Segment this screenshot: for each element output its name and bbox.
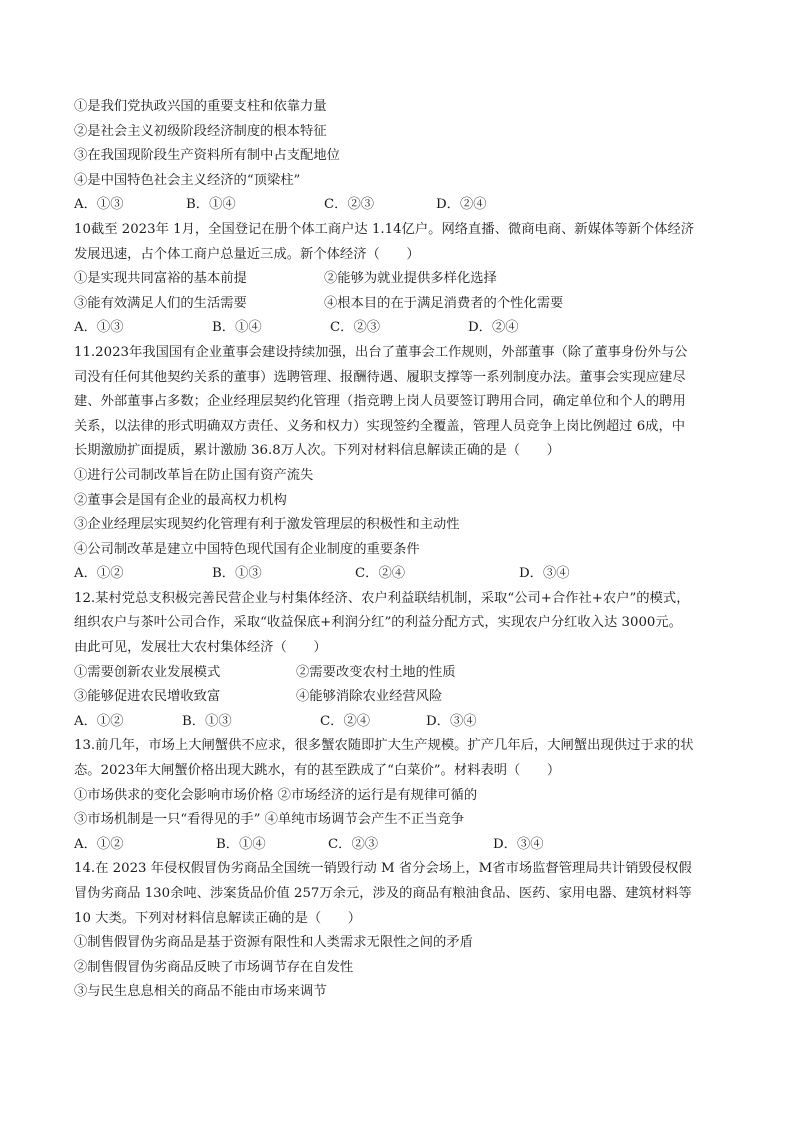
q10-item-1: ①是实现共同富裕的基本前提 — [74, 271, 247, 287]
q9-option-a: A．①③ — [74, 197, 124, 213]
q11-options — [74, 562, 724, 587]
q13-item-line-1: ①市场供求的变化会影响市场价格 ②市场经济的运行是有规律可循的 — [74, 787, 478, 803]
q14-item-2: ②制售假冒伪劣商品反映了市场调节存在自发性 — [74, 959, 354, 975]
q10-option-a: A．①③ — [74, 320, 124, 336]
q12-stem-line-1: 12.某村党总支积极完善民营企业与村集体经济、农户利益联结机制，采取“公司+合作社+农户”的模式， — [74, 590, 690, 606]
q13-option-c: C．②③ — [328, 836, 379, 852]
q11-item-2: ②董事会是国有企业的最高权力机构 — [74, 492, 287, 508]
q10-stem-line-1: 10截至 2023年 1月，全国登记在册个体工商户达 1.14亿户。网络直播、微商电商、新媒体等新个体经济 — [74, 221, 695, 237]
q10-options — [74, 316, 724, 341]
q9-item-1: ①是我们党执政兴国的重要支柱和依靠力量 — [74, 99, 327, 114]
q14-stem-line-1: 14.在 2023 年侵权假冒伪劣商品全国统一销毁行动 M 省分会场上，M省市场监督管理局共计销毁侵权假 — [74, 861, 692, 877]
q9-item-3: ③在我国现阶段生产资料所有制中占支配地位 — [74, 148, 340, 164]
q11-option-d: D．③④ — [519, 566, 570, 582]
q10-option-c: C．②③ — [330, 320, 381, 336]
q11-option-c: C．②④ — [355, 566, 406, 582]
exam-page — [74, 95, 724, 1005]
q9-item-2: ②是社会主义初级阶段经济制度的根本特征 — [74, 123, 327, 139]
q14-stem-line-2: 冒伪劣商品 130余吨、涉案货品价值 257万余元，涉及的商品有粮油食品、医药、家用电器、建筑材料等 — [74, 886, 692, 901]
q11-item-4: ④公司制改革是建立中国特色现代国有企业制度的重要条件 — [74, 541, 420, 557]
q12-option-a: A．①② — [74, 713, 124, 729]
q10-stem-line-2: 发展迅速，占个体工商户总量近三成。新个体经济（ ） — [74, 246, 420, 262]
q10-item-3: ③能有效满足人们的生活需要 — [74, 295, 247, 311]
q9-item-4: ④是中国特色社会主义经济的“顶梁柱” — [74, 172, 301, 188]
q13-option-d: D．③④ — [493, 836, 544, 852]
q10-item-2: ②能够为就业提供多样化选择 — [324, 271, 497, 287]
q12-item-2: ②需要改变农村土地的性质 — [296, 664, 456, 680]
q11-stem-line-2: 司没有任何其他契约关系的董事）选聘管理、报酬待遇、履职支撑等一系列制度办法。董事会实现应建尽 — [74, 369, 686, 385]
q12-items-row-2 — [74, 685, 724, 710]
q13-item-line-2: ③市场机制是一只“看得见的手” ④单纯市场调节会产生不正当竞争 — [74, 812, 465, 828]
q13-stem-line-2: 态。2023年大闸蟹价格出现大跳水，有的甚至跌成了“白菜价”。材料表明（ ） — [74, 763, 561, 779]
q12-stem-line-2: 组织农户与茶叶公司合作，采取“收益保底+利润分红”的利益分配方式，实现农户分红收入达 3000元。 — [74, 615, 682, 631]
q11-stem-line-1: 11.2023年我国国有企业董事会建设持续加强，出台了董事会工作规则，外部董事（除了董事身份外与公 — [74, 344, 688, 360]
question-10 — [74, 218, 724, 341]
q10-items-row-2 — [74, 292, 724, 317]
question-13 — [74, 734, 724, 857]
q12-stem-line-3: 由此可见，发展壮大农村集体经济（ ） — [74, 640, 327, 656]
q13-options — [74, 833, 724, 858]
q11-item-3: ③企业经理层实现契约化管理有利于激发管理层的积极性和主动性 — [74, 517, 460, 533]
q12-items-row-1 — [74, 661, 724, 686]
q9-options — [74, 193, 724, 218]
q13-option-b: B．①④ — [216, 836, 266, 852]
q10-option-b: B．①④ — [212, 320, 262, 336]
q9-option-c: C．②③ — [324, 197, 375, 213]
q11-stem-line-5: 长期激励扩面提质，累计激励 36.8万人次。下列对材料信息解读正确的是（ ） — [74, 443, 560, 459]
q13-stem-line-1: 13.前几年，市场上大闸蟹供不应求，很多蟹农随即扩大生产规模。扩产几年后，大闸蟹出现供过于求的状 — [74, 738, 694, 754]
q12-item-1: ①需要创新农业发展模式 — [74, 664, 221, 680]
q11-option-b: B．①③ — [212, 566, 262, 582]
q11-stem-line-3: 建、外部董事占多数；企业经理层契约化管理（指竞聘上岗人员要签订聘用合同，确定单位和个人的聘用 — [74, 394, 686, 410]
q11-option-a: A．①② — [74, 566, 124, 582]
q13-option-a: A．①② — [74, 836, 124, 852]
q12-option-b: B．①③ — [182, 713, 232, 729]
q10-option-d: D．②④ — [468, 320, 519, 336]
question-9 — [74, 95, 724, 218]
q12-item-3: ③能够促进农民增收致富 — [74, 689, 221, 705]
q12-item-4: ④能够消除农业经营风险 — [296, 689, 443, 705]
question-12 — [74, 587, 724, 735]
question-11 — [74, 341, 724, 587]
q12-option-c: C．②④ — [320, 713, 371, 729]
q11-item-1: ①进行公司制改革旨在防止国有资产流失 — [74, 467, 314, 483]
q12-options — [74, 710, 724, 735]
q12-option-d: D．③④ — [426, 713, 477, 729]
q14-item-1: ①制售假冒伪劣商品是基于资源有限性和人类需求无限性之间的矛盾 — [74, 935, 473, 951]
q14-stem-line-3: 10 大类。下列对材料信息解读正确的是（ ） — [74, 910, 362, 926]
q11-stem-line-4: 关系，以法律的形式明确双方责任、义务和权力）实现签约全覆盖，管理人员竞争上岗比例超过 6成，中 — [74, 418, 686, 434]
q9-option-b: B．①④ — [186, 197, 236, 213]
q9-option-d: D．②④ — [436, 197, 487, 213]
q14-item-3: ③与民生息息相关的商品不能由市场来调节 — [74, 984, 327, 1000]
question-14 — [74, 857, 724, 1005]
q10-items-row-1 — [74, 267, 724, 292]
q10-item-4: ④根本目的在于满足消费者的个性化需要 — [324, 295, 564, 311]
